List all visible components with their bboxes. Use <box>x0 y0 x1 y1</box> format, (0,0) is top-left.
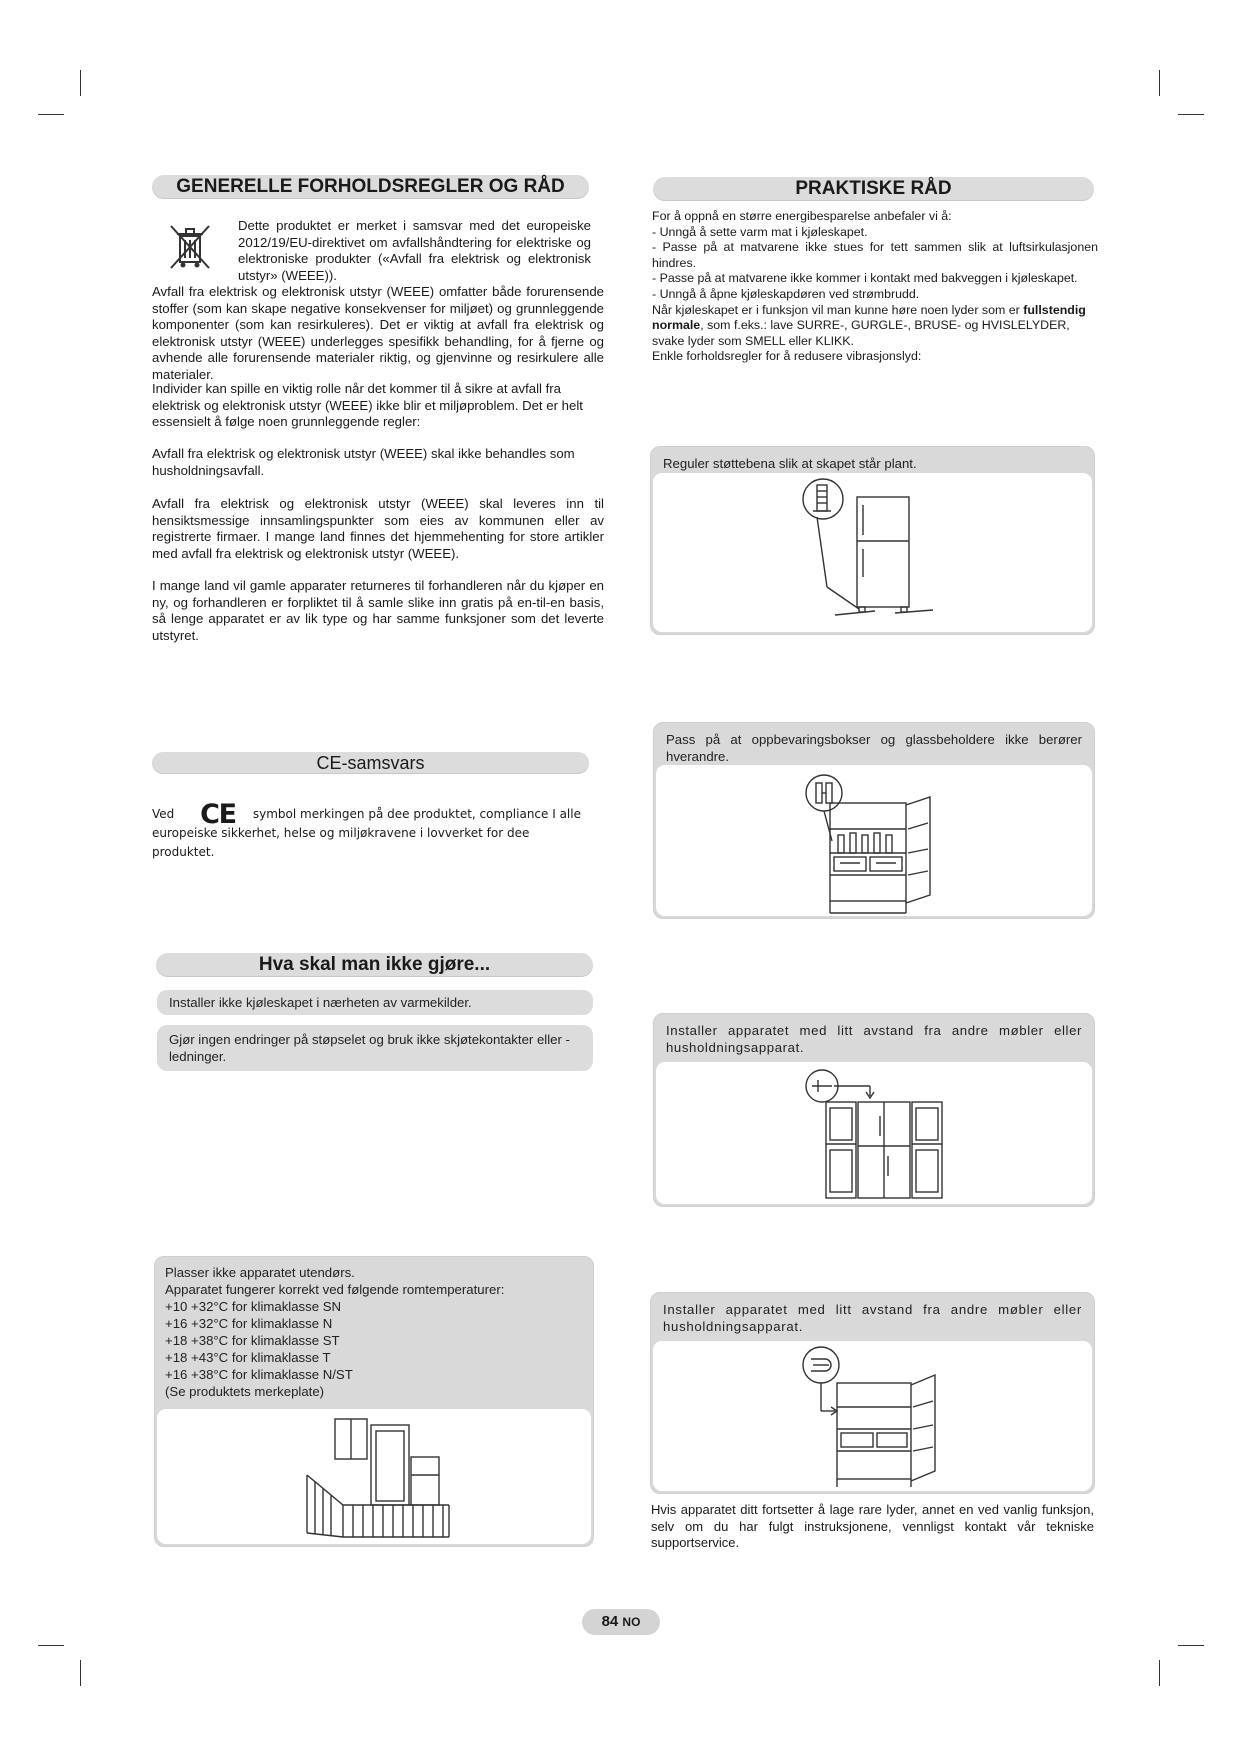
distance-caption-2: Installer apparatet med litt avstand fra andre møbler eller husholdningsapparat. <box>663 1302 1082 1334</box>
ce-mark-icon: C E <box>200 799 236 830</box>
outdoor-line: (Se produktets merkeplate) <box>165 1384 325 1399</box>
weee-paragraph-3: Avfall fra elektrisk og elektronisk utstyr (WEEE) skal ikke behandles som husholdningsavfall. <box>152 446 575 478</box>
noise-info-after: , som f.eks.: lave SURRE-, GURGLE-, BRUSE- og HVISLELYDER, svake lyder som SMELL eller KLIKK. <box>652 318 1070 348</box>
weee-paragraph-1: Avfall fra elektrisk og elektronisk utstyr (WEEE) omfatter både forurensende stoffer (som kan skape negative konsekvenser for miljøet) og grunnleggende komponenter (som kan resirkuleres). Det er viktig at avfall fra elektrisk og elektronisk utstyr (WEEE) underlegges spesifikk behandling, for å fjerne og avhende alle forurensende materialer riktig, og gjenvinne og resirkulere alle materialer. <box>152 284 604 382</box>
tips-block <box>652 209 1098 365</box>
crop-mark <box>1159 70 1160 96</box>
crop-mark <box>80 1660 81 1686</box>
dont-heat-sources: Installer ikke kjøleskapet i nærheten av varmekilder. <box>157 990 593 1015</box>
ce-text-before: Ved <box>152 807 175 821</box>
page-number <box>582 1609 660 1635</box>
outdoor-line: +18 +38°C for klimaklasse ST <box>165 1333 340 1348</box>
outdoor-text <box>165 1264 583 1400</box>
outdoor-line: +16 +38°C for klimaklasse N/ST <box>165 1367 353 1382</box>
crop-mark <box>38 114 64 115</box>
level-legs-caption: Reguler støttebena slik at skapet står plant. <box>663 456 917 471</box>
weee-intro: Dette produktet er merket i samsvar med det europeiske 2012/19/EU-direktivet om avfallshåndtering for elektriske og elektroniske produkter («Avfall fra elektrisk og elektronisk utstyr» (WEEE)). <box>238 218 591 283</box>
page-language: NO <box>622 1615 641 1629</box>
general-precautions-header: GENERELLE FORHOLDSREGLER OG RÅD <box>152 175 589 199</box>
weee-paragraph-5: I mange land vil gamle apparater returneres til forhandleren når du kjøper en ny, og forhandleren er forpliktet til å samle slike inn gratis på en-til-en basis, så lenge apparatet er av lik type og har samme funksjoner som det leverte utstyret. <box>152 578 604 643</box>
tip-hot-food: - Unngå å sette varm mat i kjøleskapet. <box>652 224 868 239</box>
ce-text-after: symbol merkingen på dee produktet, compliance I alle europeiske sikkerhet, helse og miljøkravene i lovverket for dee produktet. <box>152 807 581 859</box>
tip-air-circulation: - Passe på at matvarene ikke stues for tett sammen slik at luftsirkulasjonen hindres. <box>652 240 1098 270</box>
noise-info <box>652 303 1098 350</box>
ce-text <box>152 799 592 862</box>
fridge-level-illustration <box>799 477 949 627</box>
storage-caption: Pass på at oppbevaringsbokser og glassbeholdere ikke berører hverandre. <box>666 732 1082 764</box>
vibration-intro: Enkle forholdsregler for å redusere vibrasjonslyd: <box>652 349 922 364</box>
practical-tips-header: PRAKTISKE RÅD <box>653 177 1094 201</box>
distance-caption-1: Installer apparatet med litt avstand fra andre møbler eller husholdningsapparat. <box>666 1023 1082 1055</box>
weee-paragraph-2: Individer kan spille en viktig rolle når det kommer til å sikre at avfall fra elektrisk og elektronisk utstyr (WEEE) ikke blir et miljøproblem. Det er helt essensielt å følge noen grunnleggende regler: <box>152 381 583 430</box>
crossed-bin-icon <box>168 222 212 272</box>
support-text: Hvis apparatet ditt fortsetter å lage rare lyder, annet en ved vanlig funksjon, selv om du har fulgt instruksjonene, vennligst kontakt vår tekniske supportservice. <box>651 1502 1094 1551</box>
fridge-bottles-illustration <box>804 771 954 916</box>
tip-back-wall: - Passe på at matvarene ikke kommer i kontakt med bakveggen i kjøleskapet. <box>652 271 1078 286</box>
page-number-value: 84 <box>601 1613 619 1630</box>
storage-panel <box>653 722 1095 919</box>
level-legs-panel <box>650 446 1095 635</box>
crop-mark <box>80 70 81 96</box>
ce-compliance-header: CE-samsvars <box>152 752 589 774</box>
outdoor-line: +10 +32°C for klimaklasse SN <box>165 1299 342 1314</box>
fridge-open-illustration <box>799 1345 949 1489</box>
distance-panel-1 <box>653 1013 1095 1207</box>
outdoor-line: +18 +43°C for klimaklasse T <box>165 1350 331 1365</box>
crop-mark <box>1178 1645 1204 1646</box>
noise-info-bold: fullstendig normale <box>652 302 1086 333</box>
tip-power-outage: - Unngå å åpne kjøleskapdøren ved strømbrudd. <box>652 286 920 301</box>
dont-header: Hva skal man ikke gjøre... <box>156 953 593 977</box>
outdoor-line: Plasser ikke apparatet utendørs. <box>165 1265 355 1280</box>
dont-modify-plug: Gjør ingen endringer på støpselet og bruk ikke skjøtekontakter eller -ledninger. <box>157 1025 593 1071</box>
crop-mark <box>38 1645 64 1646</box>
weee-paragraph-4: Avfall fra elektrisk og elektronisk utstyr (WEEE) skal leveres inn til hensiktsmessige innsamlingspunkter som eies av kommunen eller av registrerte firmaer. I mange land finnes det hjemmehenting for store artikler med avfall fra elektrisk og elektronisk utstyr (WEEE). <box>152 496 604 561</box>
tips-intro: For å oppnå en større energibesparelse anbefaler vi å: <box>652 209 952 223</box>
distance-panel-2 <box>650 1292 1095 1494</box>
outdoor-line: +16 +32°C for klimaklasse N <box>165 1316 333 1331</box>
outdoor-line: Apparatet fungerer korrekt ved følgende romtemperaturer: <box>165 1282 505 1297</box>
crop-mark <box>1159 1660 1160 1686</box>
noise-info-before: Når kjøleskapet er i funksjon vil man kunne høre noen lyder som er <box>652 302 1020 317</box>
outdoor-panel <box>154 1256 594 1547</box>
crop-mark <box>1178 114 1204 115</box>
fridge-spacing-illustration <box>804 1066 964 1202</box>
balcony-illustration <box>303 1413 453 1541</box>
